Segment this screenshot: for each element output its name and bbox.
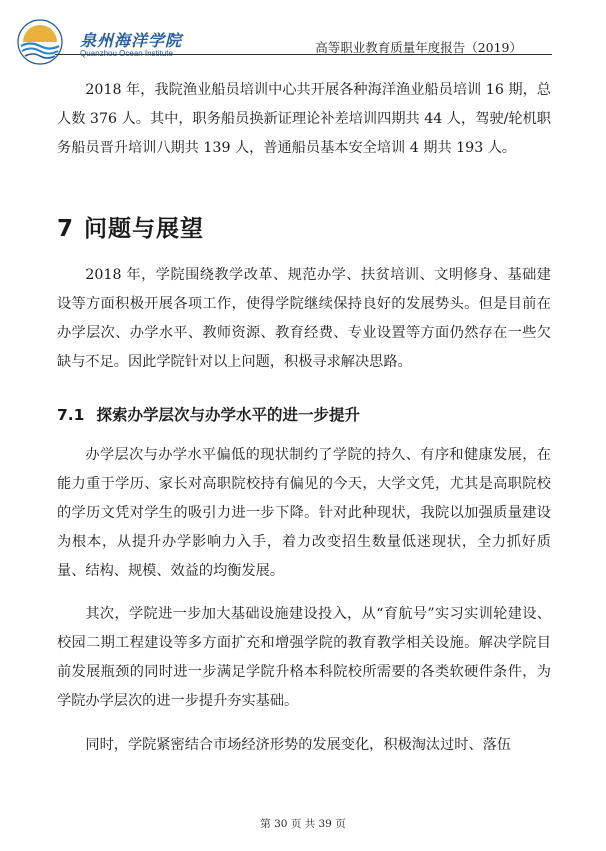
section-heading [57, 210, 204, 243]
school-emblem-icon [15, 18, 77, 66]
header-divider [55, 54, 552, 55]
paragraph-infrastructure: 其次，学院进一步加大基础设施建设投入，从“育航号”实习实训轮建设、校园二期工程建设等多方面扩充和增强学院的教育教学相关设施。解决学院目前发展瓶颈的同时进一步满足学院升格本科院校所需要的各类软硬件条件，为学院办学层次的进一步提升夯实基础。 [57, 606, 551, 709]
paragraph-market: 同时，学院紧密结合市场经济形势的发展变化，积极淘汰过时、落伍 [85, 737, 512, 753]
paragraph-overview: 2018 年，学院围绕教学改革、规范办学、扶贫培训、文明修身、基础建设等方面积极开展各项工作，使得学院继续保持良好的发展势头。但是目前在办学层次、办学水平、教师资源、教育经费、专业设置等方面仍然存在一些欠缺与不足。因此学院针对以上问题，积极寻求解决思路。 [57, 267, 551, 370]
paragraph-training-summary: 2018 年，我院渔业船员培训中心共开展各种海洋渔业船员培训 16 期，总人数 376 人。其中，职务船员换新证理论补差培训四期共 44 人，驾驶/轮机职务船员晋升培训八期共 139 人，普通船员基本安全培训 4 期共 193 人。 [57, 82, 551, 156]
subsection-number: 7.1 [57, 406, 85, 424]
school-name-en: Quanzhou Ocean Institute [80, 49, 173, 58]
page-header [0, 0, 606, 60]
school-name-cn: 泉州海洋学院 [80, 31, 183, 50]
page-number: 第 30 页 共 39 页 [260, 818, 346, 830]
report-title: 高等职业教育质量年度报告（2019） [315, 40, 522, 55]
subsection-title: 探索办学层次与办学水平的进一步提升 [96, 406, 360, 424]
section-number: 7 [57, 216, 75, 242]
section-title: 问题与展望 [84, 216, 205, 242]
subsection-heading [57, 403, 360, 425]
paragraph-school-level: 办学层次与办学水平偏低的现状制约了学院的持久、有序和健康发展，在能力重于学历、家长对高职院校持有偏见的今天，大学文凭，尤其是高职院校的学历文凭对学生的吸引力进一步下降。针对此种现状，我院以加强质量建设为根本，从提升办学影响力入手，着力改变招生数量低迷现状，全力抓好质量、结构、规模、效益的均衡发展。 [57, 447, 551, 579]
